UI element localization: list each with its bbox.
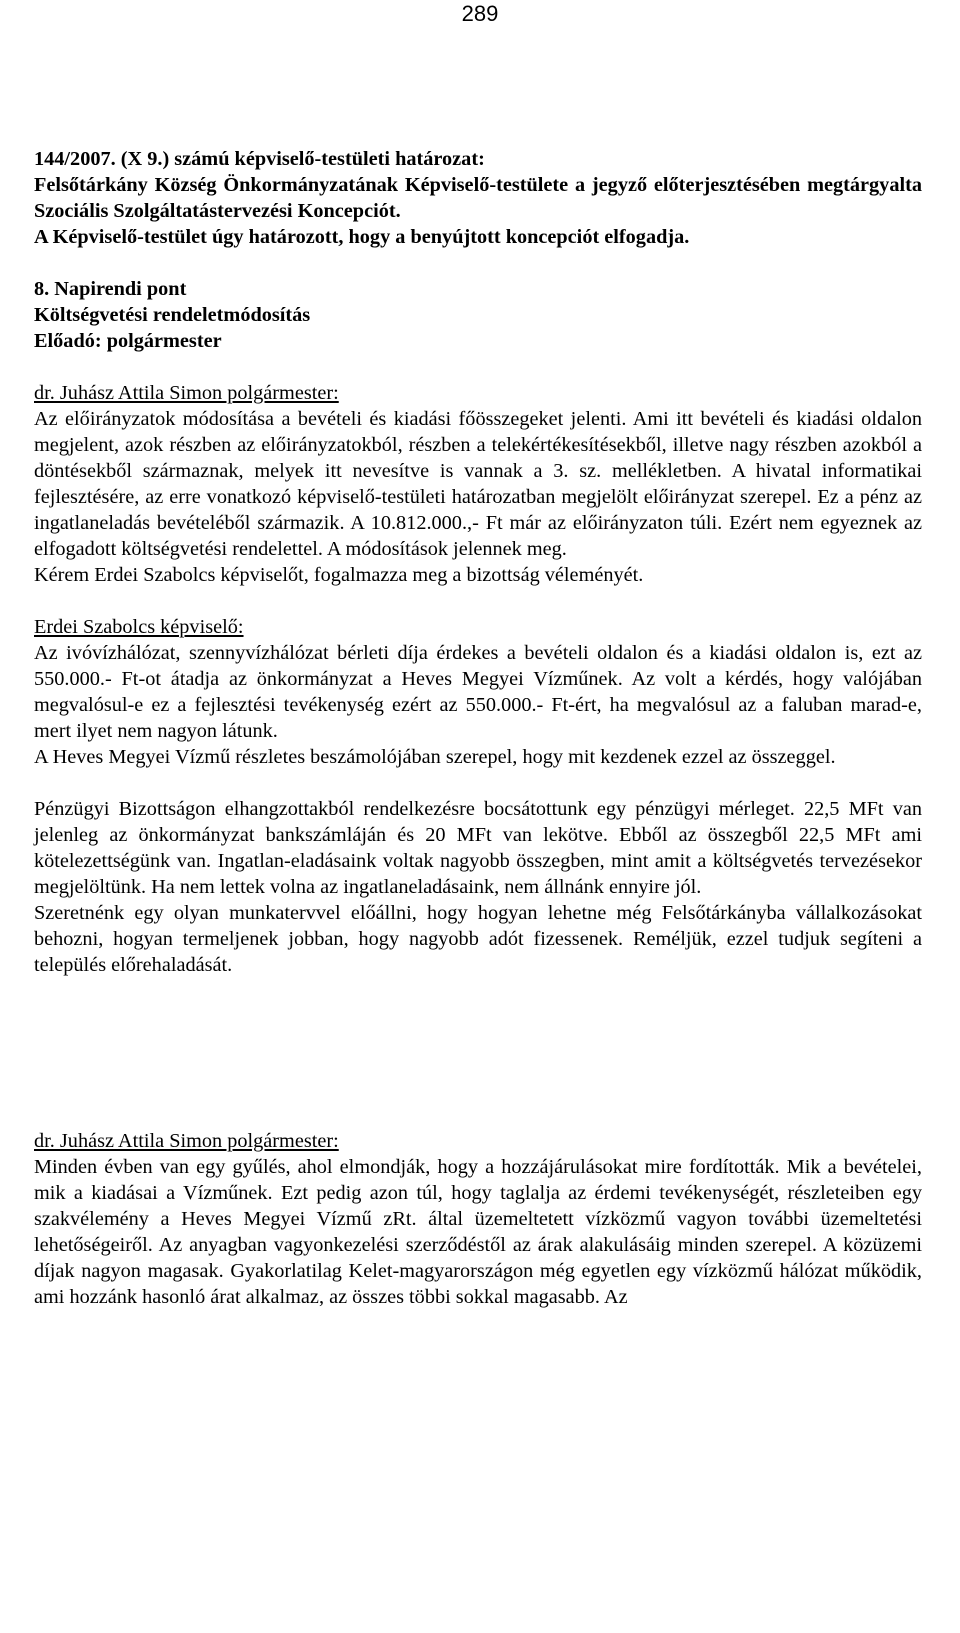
- speech-paragraph: Szeretnénk egy olyan munkatervvel előállni, hogy hogyan lehetne még Felsőtárkányba vállalkozásokat behozni, hogyan termeljenek jobban, hogy nagyobb adót fizessenek. Reméljük, ezzel tudjuk segíteni a település előrehaladását.: [34, 902, 922, 976]
- speech-paragraph: A Heves Megyei Vízmű részletes beszámolójában szerepel, hogy mit kezdenek ezzel az összeggel.: [34, 746, 836, 768]
- document-body: [34, 146, 922, 1310]
- speaker-label: dr. Juhász Attila Simon polgármester:: [34, 382, 339, 404]
- speech-paragraph: Pénzügyi Bizottságon elhangzottakból rendelkezésre bocsátottunk egy pénzügyi mérleget. 22,5 MFt van jelenleg az önkormányzat bankszámláján és 20 MFt van lekötve. Ebből az összegből 22,5 MFt ami kötelezettségünk van. Ingatlan-eladásaink voltak nagyobb összegben, mint amit a költségvetés tervezésekor megjelöltünk. Ha nem lettek volna az ingatlaneladásaink, nem állnánk ennyire jól.: [34, 798, 922, 898]
- resolution-body: Felsőtárkány Község Önkormányzatának Képviselő-testülete a jegyző előterjesztésében megtárgyalta Szociális Szolgáltatástervezési Koncepciót.: [34, 174, 922, 222]
- resolution-heading: 144/2007. (X 9.) számú képviselő-testületi határozat:: [34, 148, 485, 170]
- agenda-presenter: Előadó: polgármester: [34, 330, 222, 352]
- speech-paragraph: Az előirányzatok módosítása a bevételi és kiadási főösszegeket jelenti. Ami itt bevételi és kiadási oldalon megjelent, azok részben az előirányzatokból, részben a telekértékesítésekből, illetve nagy részben azokból a döntésekből származnak, melyek itt nevesítve is vannak a 3. sz. mellékletben. A hivatal informatikai fejlesztésére, az erre vonatkozó képviselő-testületi határozatban megjelölt előirányzat szerepel. Ez a pénz az ingatlaneladás bevételéből származik. A 10.812.000.,- Ft már az előirányzaton túli. Ezért nem egyeznek az elfogadott költségvetési rendelettel. A módosítások jelennek meg.: [34, 408, 922, 560]
- page-number: 289: [461, 1, 499, 26]
- agenda-number: 8. Napirendi pont: [34, 278, 187, 300]
- agenda-title: Költségvetési rendeletmódosítás: [34, 304, 311, 326]
- speech-paragraph: Az ivóvízhálózat, szennyvízhálózat bérleti díja érdekes a bevételi oldalon és a kiadási oldalon is, ezt az 550.000.- Ft-ot átadja az önkormányzat a Heves Megyei Vízműnek. Az volt a kérdés, hogy valójában megvalósul-e ez a fejlesztési tevékenység ezért az 550.000.- Ft-ért, ha megvalósul az a faluban marad-e, mert ilyet nem nagyon látunk.: [34, 642, 922, 742]
- speaker-label: dr. Juhász Attila Simon polgármester:: [34, 1130, 339, 1152]
- speech-paragraph: Kérem Erdei Szabolcs képviselőt, fogalmazza meg a bizottság véleményét.: [34, 564, 644, 586]
- resolution-decision: A Képviselő-testület úgy határozott, hogy a benyújtott koncepciót elfogadja.: [34, 226, 690, 248]
- speech-paragraph: Minden évben van egy gyűlés, ahol elmondják, hogy a hozzájárulásokat mire fordították. Mik a bevételei, mik a kiadásai a Vízműnek. Ezt pedig azon túl, hogy taglalja az érdemi tevékenységét, részleteiben egy szakvélemény a Heves Megyei Vízmű zRt. által üzemeltetett vízközmű vagyon további üzemeltetési lehetőségeiről. Az anyagban vagyonkezelési szerződéstől az árak alakulásáig minden szerepel. A közüzemi díjak nagyon magasak. Gyakorlatilag Kelet-magyarországon még egyetlen egy vízközmű hálózat működik, ami hozzánk hasonló árat alkalmaz, az összes többi sokkal magasabb. Az: [34, 1156, 922, 1308]
- speaker-label: Erdei Szabolcs képviselő:: [34, 616, 244, 638]
